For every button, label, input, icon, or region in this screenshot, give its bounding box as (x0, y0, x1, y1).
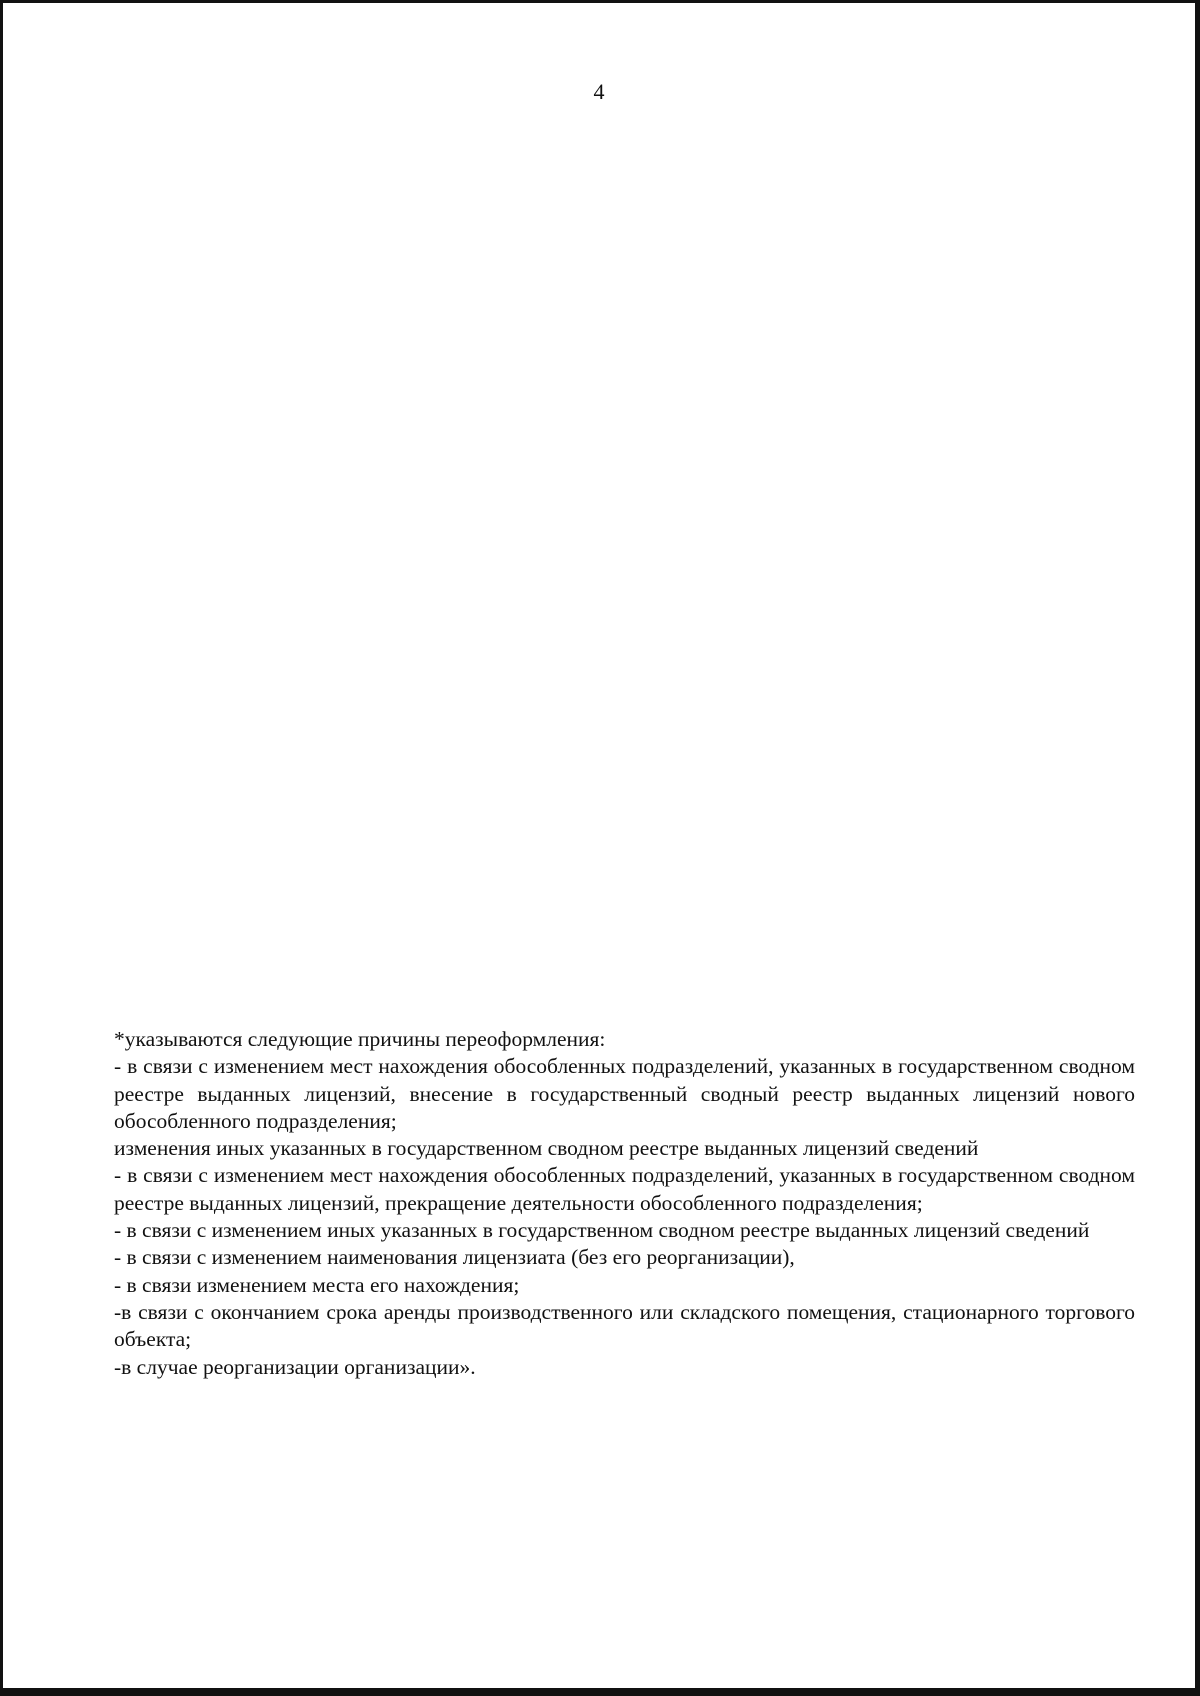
page-number: 4 (593, 79, 605, 104)
footnote-item: - в связи с изменением наименования лицензиата (без его реорганизации), (114, 1245, 795, 1270)
footnote-item: -в связи с окончанием срока аренды производственного или складского помещения, стационарного торгового объекта; (114, 1299, 1135, 1352)
footnote-item: - в связи с изменением мест нахождения обособленных подразделений, указанных в государственном сводном реестре выданных лицензий, прекращение деятельности обособленного подразделения; (114, 1163, 1135, 1215)
footnote-item: -в случае реорганизации организации». (114, 1354, 476, 1379)
footnote-item: изменения иных указанных в государственном сводном реестре выданных лицензий сведений (114, 1136, 979, 1161)
footnote-heading: *указываются следующие причины переоформления: (114, 1027, 606, 1051)
footnote-block (114, 1026, 1135, 1381)
footnote-item: - в связи с изменением иных указанных в государственном сводном реестре выданных лицензий сведений (114, 1218, 1090, 1243)
footnote-item: - в связи изменением места его нахождения; (114, 1272, 520, 1297)
footnote-item: - в связи с изменением мест нахождения обособленных подразделений, указанных в государственном сводном реестре выданных лицензий, внесение в государственный сводный реестр выданных лицензий нового обособленного подразделения; (114, 1054, 1135, 1133)
